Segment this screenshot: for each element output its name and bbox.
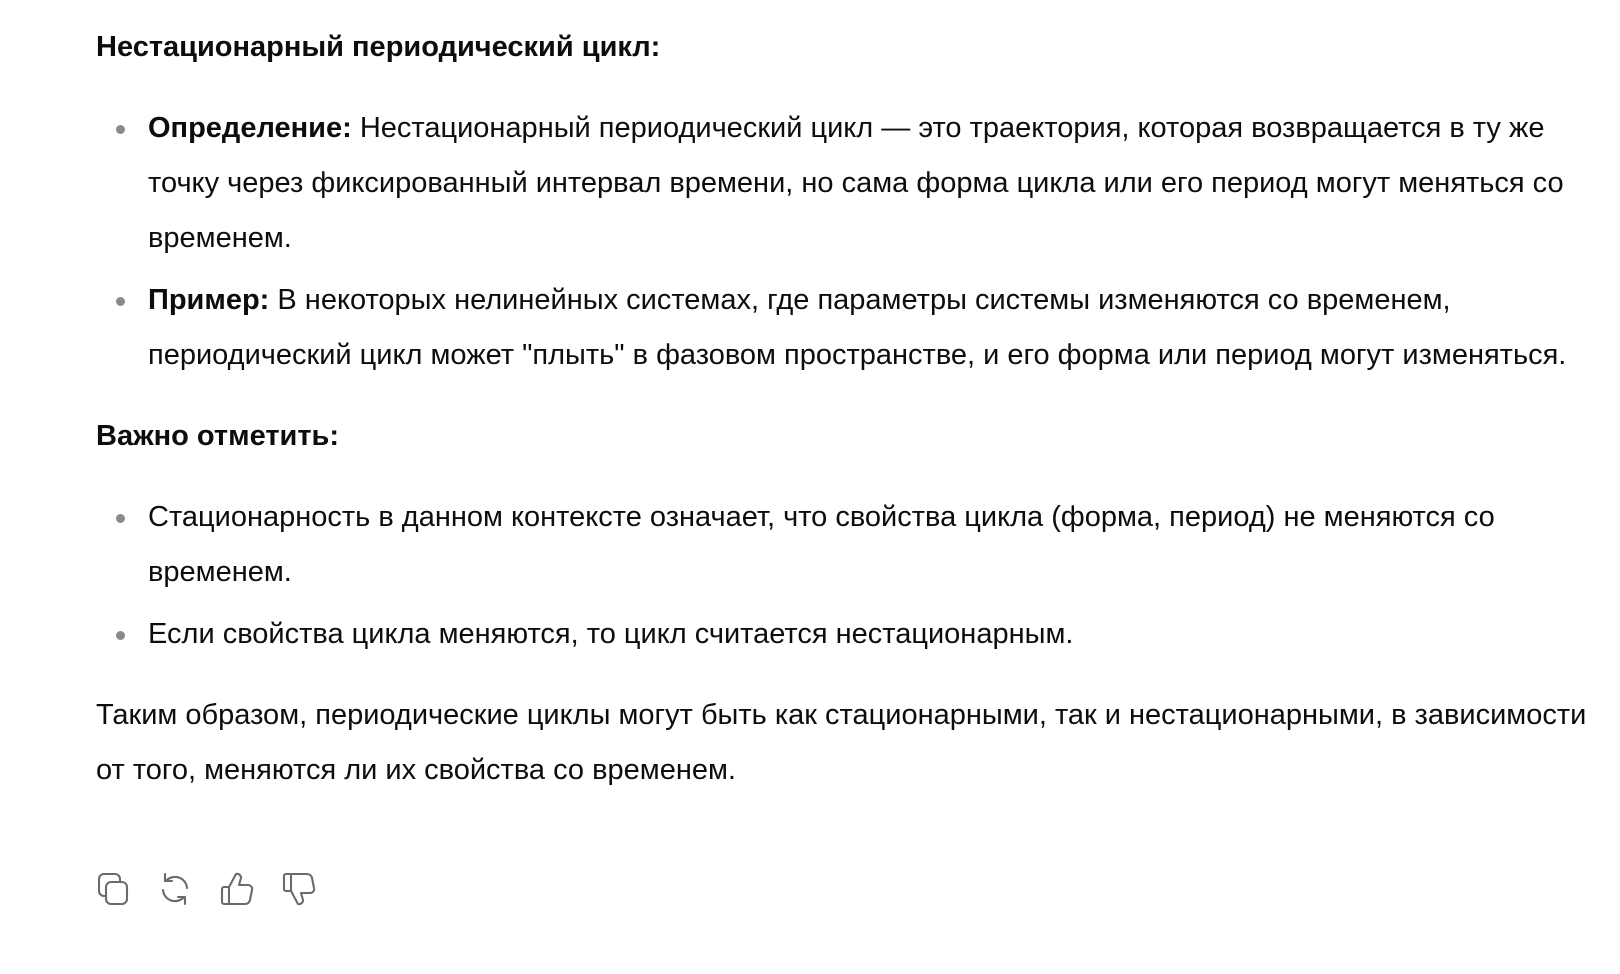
bullet-list-important (96, 490, 1596, 662)
assistant-message (96, 20, 1596, 798)
term-label: Пример: (148, 284, 270, 316)
section-heading-important: Важно отметить: (96, 420, 340, 452)
like-button[interactable] (218, 870, 256, 908)
thumbs-up-icon (218, 870, 256, 908)
bullet-dot-icon (116, 631, 125, 640)
message-actions-bar (94, 870, 318, 908)
item-text: Стационарность в данном контексте означает, что свойства цикла (форма, период) не меняются со временем. (148, 501, 1495, 588)
bullet-dot-icon (116, 514, 125, 523)
copy-icon (94, 870, 132, 908)
dislike-button[interactable] (280, 870, 318, 908)
bullet-dot-icon (116, 297, 125, 306)
refresh-icon (156, 870, 194, 908)
term-label: Определение: (148, 112, 352, 144)
regenerate-button[interactable] (156, 870, 194, 908)
copy-button[interactable] (94, 870, 132, 908)
item-text: Если свойства цикла меняются, то цикл считается нестационарным. (148, 618, 1074, 650)
bullet-dot-icon (116, 125, 125, 134)
bullet-list-nonstationary (96, 101, 1596, 383)
section-heading-nonstationary: Нестационарный периодический цикл: (96, 31, 661, 63)
list-item (96, 101, 1596, 266)
item-text: В некоторых нелинейных системах, где параметры системы изменяются со временем, периодический цикл может "плыть" в фазовом пространстве, и его форма или период могут изменяться. (148, 284, 1567, 371)
thumbs-down-icon (280, 870, 318, 908)
summary-paragraph: Таким образом, периодические циклы могут быть как стационарными, так и нестационарными, в зависимости от того, меняются ли их свойства со временем. (96, 699, 1587, 786)
list-item (96, 273, 1596, 383)
list-item (96, 490, 1596, 600)
item-text: Нестационарный периодический цикл — это траектория, которая возвращается в ту же точку через фиксированный интервал времени, но сама форма цикла или его период могут меняться со временем. (148, 112, 1564, 254)
list-item (96, 607, 1596, 662)
